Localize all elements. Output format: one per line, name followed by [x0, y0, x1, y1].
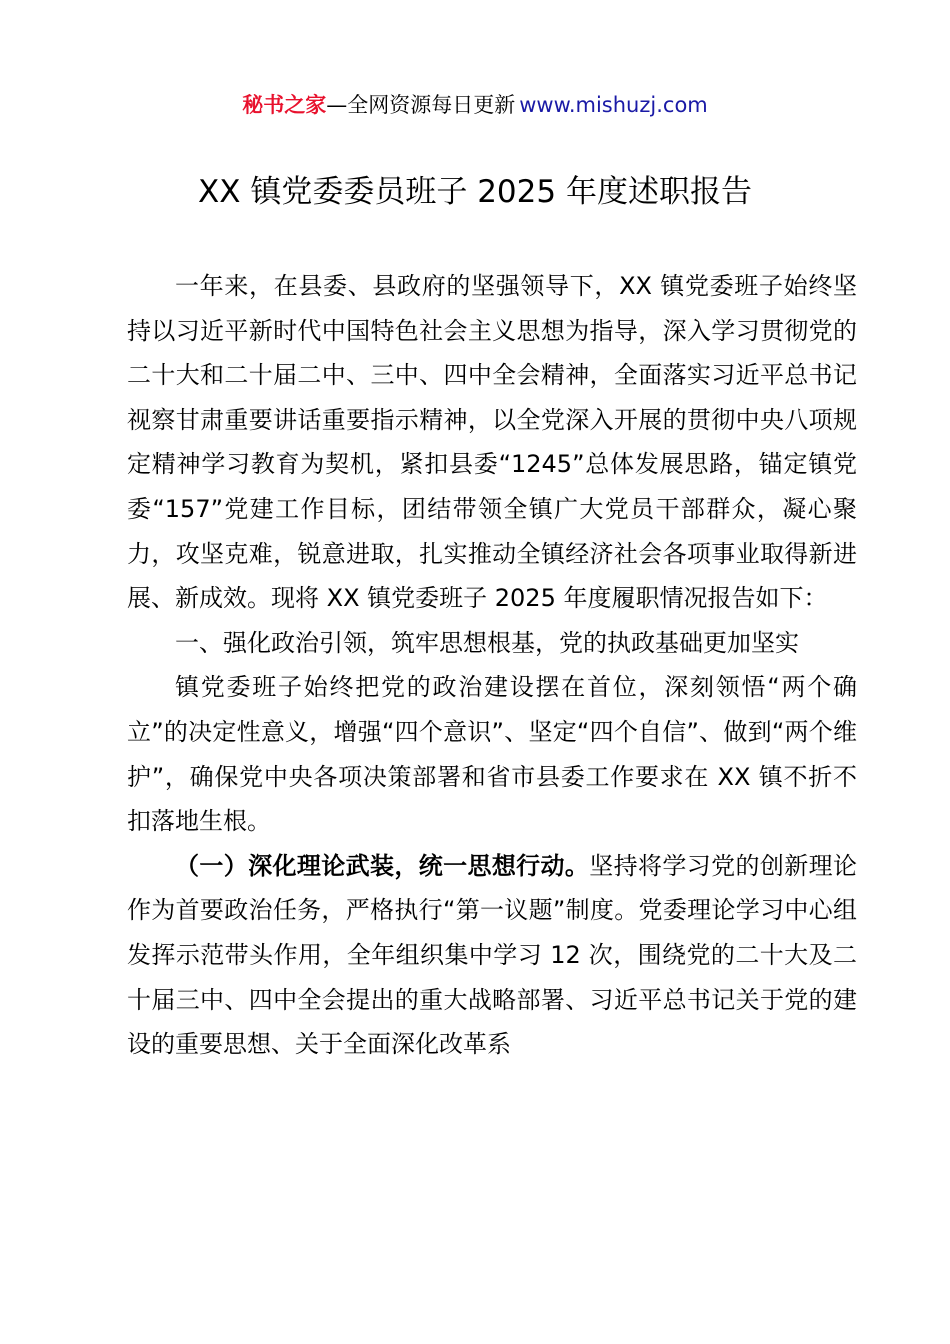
- section-1-paragraph: 镇党委班子始终把党的政治建设摆在首位，深刻领悟“两个确立”的决定性意义，增强“四个意识”、坚定“四个自信”、做到“两个维护”，确保党中央各项决策部署和省市县委工作要求在 XX 镇不折不扣落地生根。: [127, 673, 857, 836]
- subsection-1-paragraph: [127, 844, 857, 1067]
- intro-paragraph: 一年来，在县委、县政府的坚强领导下，XX 镇党委班子始终坚持以习近平新时代中国特色社会主义思想为指导，深入学习贯彻党的二十大和二十届二中、三中、四中全会精神，全面落实习近平总书记视察甘肃重要讲话重要指示精神，以全党深入开展的贯彻中央八项规定精神学习教育为契机，紧扣县委“1245”总体发展思路，锚定镇党委“157”党建工作目标，团结带领全镇广大党员干部群众，凝心聚力，攻坚克难，锐意进取，扎实推动全镇经济社会各项事业取得新进展、新成效。现将 XX 镇党委班子 2025 年度履职情况报告如下：: [127, 272, 857, 613]
- site-brand: 秘书之家: [242, 93, 327, 117]
- document-title: XX 镇党委委员班子 2025 年度述职报告: [198, 174, 752, 210]
- site-url-link[interactable]: www.mishuzj.com: [519, 93, 708, 117]
- site-tagline: —全网资源每日更新: [326, 93, 516, 117]
- document-body: [127, 264, 857, 1067]
- section-1-heading: 一、强化政治引领，筑牢思想根基，党的执政基础更加坚实: [175, 628, 799, 657]
- site-header: [0, 90, 950, 120]
- subsection-1-heading: （一）深化理论武装，统一思想行动。: [175, 851, 590, 880]
- subsection-1-body: 坚持将学习党的创新理论作为首要政治任务，严格执行“第一议题”制度。党委理论学习中心组发挥示范带头作用，全年组织集中学习 12 次，围绕党的二十大及二十届三中、四中全会提出的重大战略部署、习近平总书记关于党的建设的重要思想、关于全面深化改革系: [127, 851, 857, 1059]
